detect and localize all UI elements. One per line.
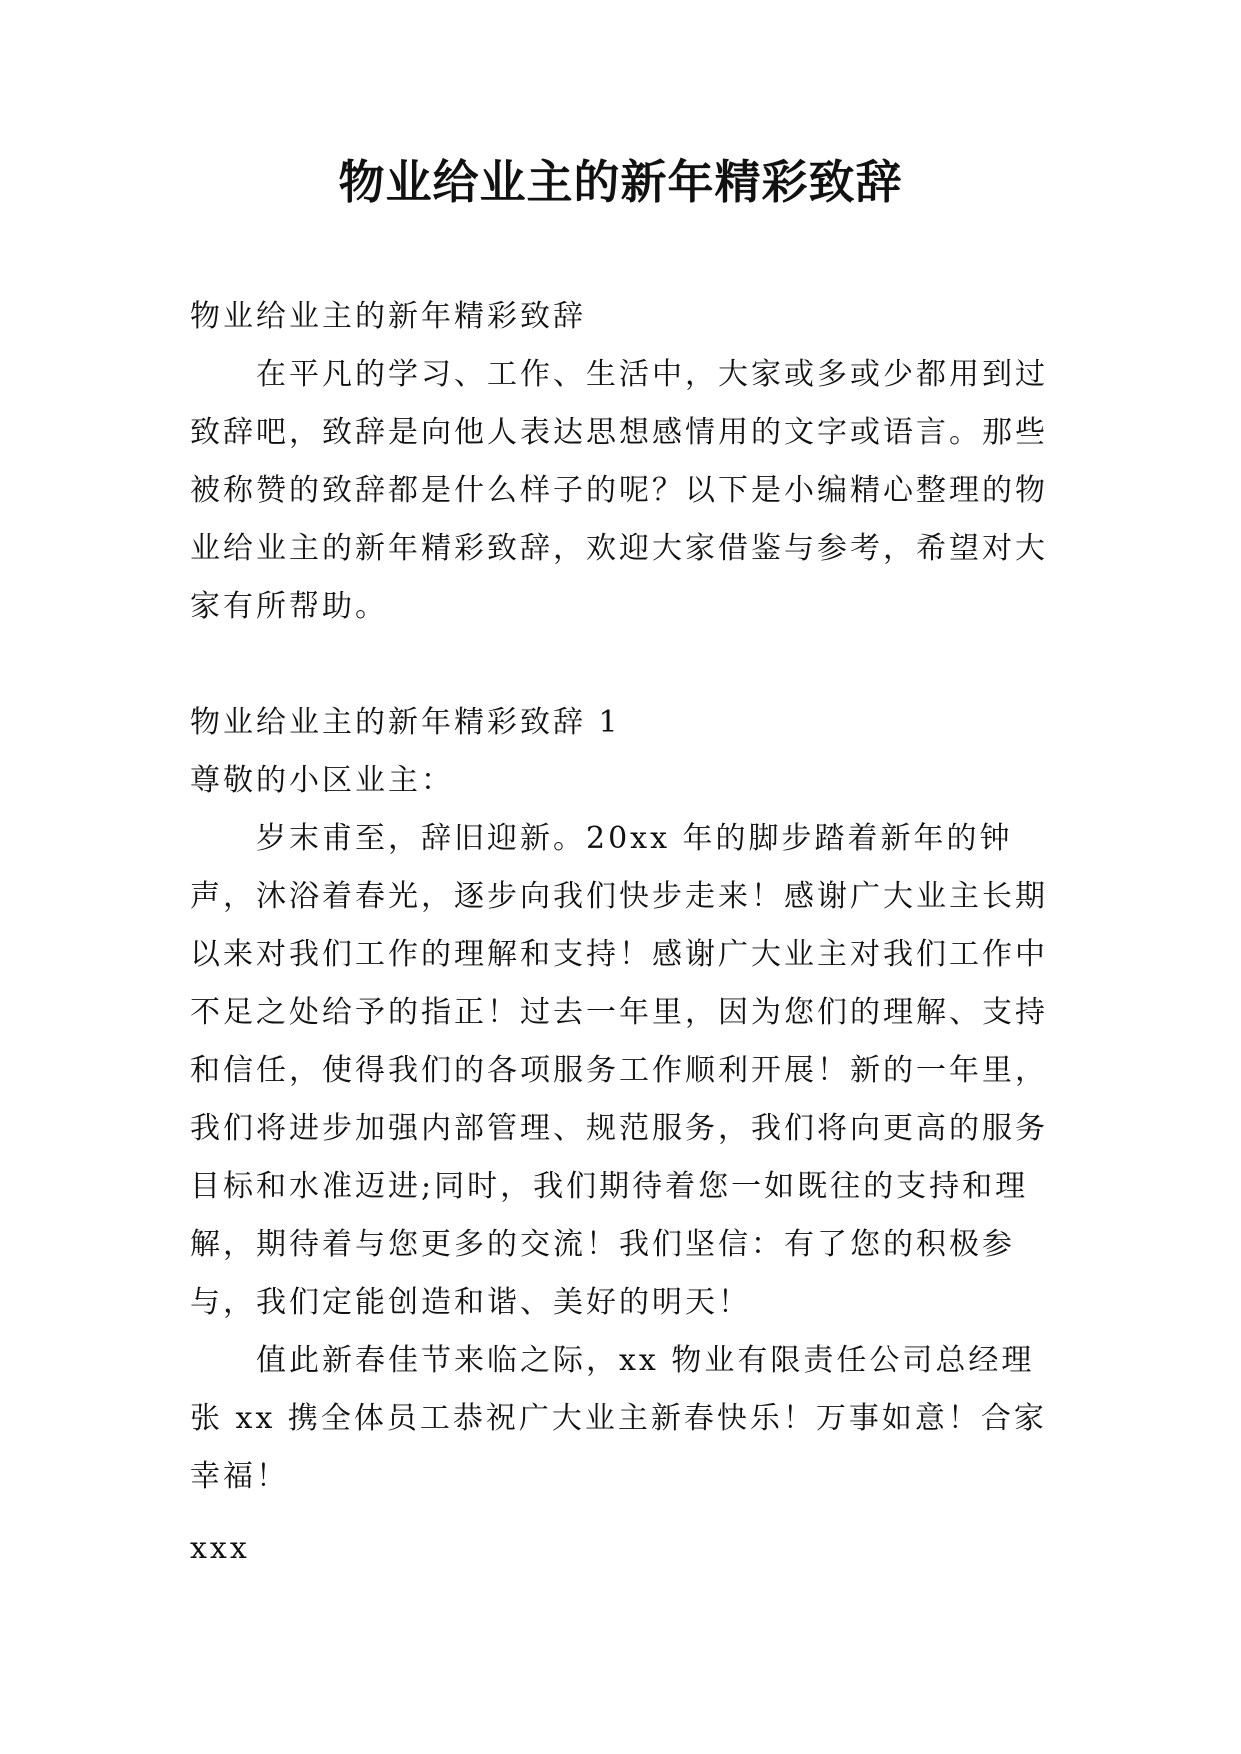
- section-heading: 物业给业主的新年精彩致辞 1: [190, 705, 621, 740]
- intro-paragraph: 在平凡的学习、工作、生活中，大家或多或少都用到过致辞吧，致辞是向他人表达思想感情用的文字或语言。那些被称赞的致辞都是什么样子的呢？以下是小编精心整理的物业给业主的新年精彩致辞，欢迎大家借鉴与参考，希望对大家有所帮助。: [190, 357, 1048, 624]
- body-paragraph-2: 值此新春佳节来临之际，xx 物业有限责任公司总经理张 xx 携全体员工恭祝广大业主新春快乐！万事如意！合家幸福！: [190, 1343, 1047, 1494]
- document-body: [190, 288, 1060, 1578]
- signature: xxx: [190, 1531, 250, 1566]
- document-title: 物业给业主的新年精彩致辞: [338, 155, 903, 209]
- salutation: 尊敬的小区业主：: [190, 763, 454, 798]
- body-paragraph-1: 岁末甫至，辞旧迎新。20xx 年的脚步踏着新年的钟声，沐浴着春光，逐步向我们快步走来！感谢广大业主长期以来对我们工作的理解和支持！感谢广大业主对我们工作中不足之处给予的指正！过去一年里，因为您们的理解、支持和信任，使得我们的各项服务工作顺利开展！新的一年里，我们将进步加强内部管理、规范服务，我们将向更高的服务目标和水准迈进;同时，我们期待着您一如既往的支持和理解，期待着与您更多的交流！我们坚信：有了您的积极参与，我们定能创造和谐、美好的明天！: [190, 821, 1048, 1320]
- document-subtitle: 物业给业主的新年精彩致辞: [190, 299, 586, 334]
